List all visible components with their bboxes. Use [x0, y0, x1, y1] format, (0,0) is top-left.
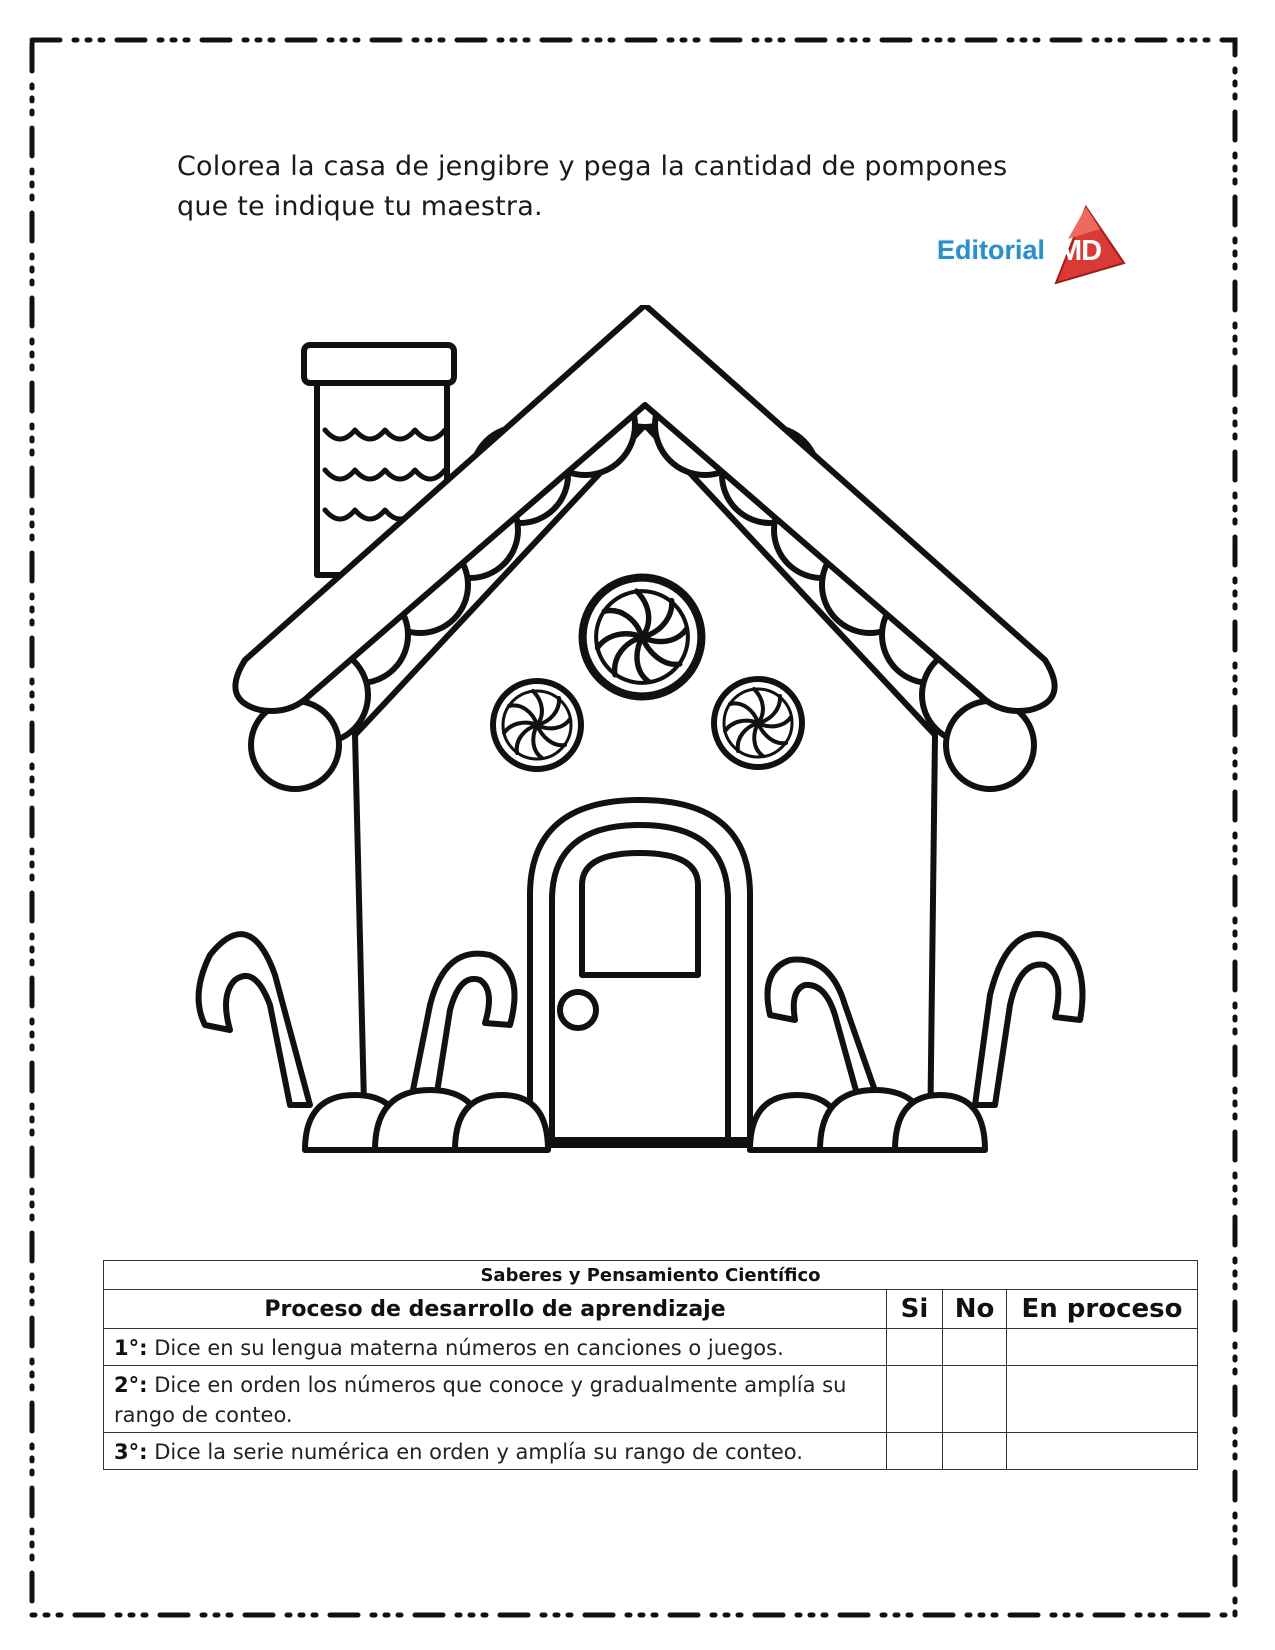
in-progress-checkbox-cell[interactable]: [1007, 1329, 1198, 1366]
instruction-line-2: que te indique tu maestra.: [177, 191, 543, 222]
in-progress-header: En proceso: [1007, 1290, 1198, 1329]
criterion-text: Dice en su lengua materna números en canciones o juegos.: [154, 1336, 784, 1360]
criteria-header: Proceso de desarrollo de aprendizaje: [104, 1290, 887, 1329]
grade-label: 1°:: [114, 1336, 148, 1360]
no-checkbox-cell[interactable]: [943, 1366, 1007, 1433]
no-checkbox-cell[interactable]: [943, 1433, 1007, 1470]
criterion-cell: [104, 1366, 887, 1433]
in-progress-checkbox-cell[interactable]: [1007, 1366, 1198, 1433]
editorial-md-logo: [935, 205, 1125, 287]
table-row: [104, 1329, 1198, 1366]
logo-word: Editorial: [937, 235, 1046, 265]
rubric-table: [103, 1260, 1198, 1470]
yes-checkbox-cell[interactable]: [887, 1366, 943, 1433]
door: [530, 800, 750, 1140]
table-row: [104, 1366, 1198, 1433]
grade-label: 2°:: [114, 1373, 148, 1397]
criterion-text: Dice la serie numérica en orden y amplía su rango de conteo.: [154, 1440, 803, 1464]
instruction-line-1: Colorea la casa de jengibre y pega la cantidad de pompones: [177, 151, 1008, 182]
yes-header: Si: [887, 1290, 943, 1329]
criterion-text: Dice en orden los números que conoce y gradualmente amplía su rango de conteo.: [114, 1373, 847, 1427]
yes-checkbox-cell[interactable]: [887, 1433, 943, 1470]
criterion-cell: [104, 1329, 887, 1366]
rubric-header-row: [104, 1290, 1198, 1329]
table-row: [104, 1433, 1198, 1470]
in-progress-checkbox-cell[interactable]: [1007, 1433, 1198, 1470]
yes-checkbox-cell[interactable]: [887, 1329, 943, 1366]
logo-mark: MD: [1058, 235, 1102, 267]
grade-label: 3°:: [114, 1440, 148, 1464]
gingerbread-house-illustration: [180, 305, 1110, 1225]
no-checkbox-cell[interactable]: [943, 1329, 1007, 1366]
rubric-title-row: [104, 1261, 1198, 1290]
criterion-cell: [104, 1433, 887, 1470]
no-header: No: [943, 1290, 1007, 1329]
rubric-title: Saberes y Pensamiento Científico: [104, 1261, 1198, 1290]
